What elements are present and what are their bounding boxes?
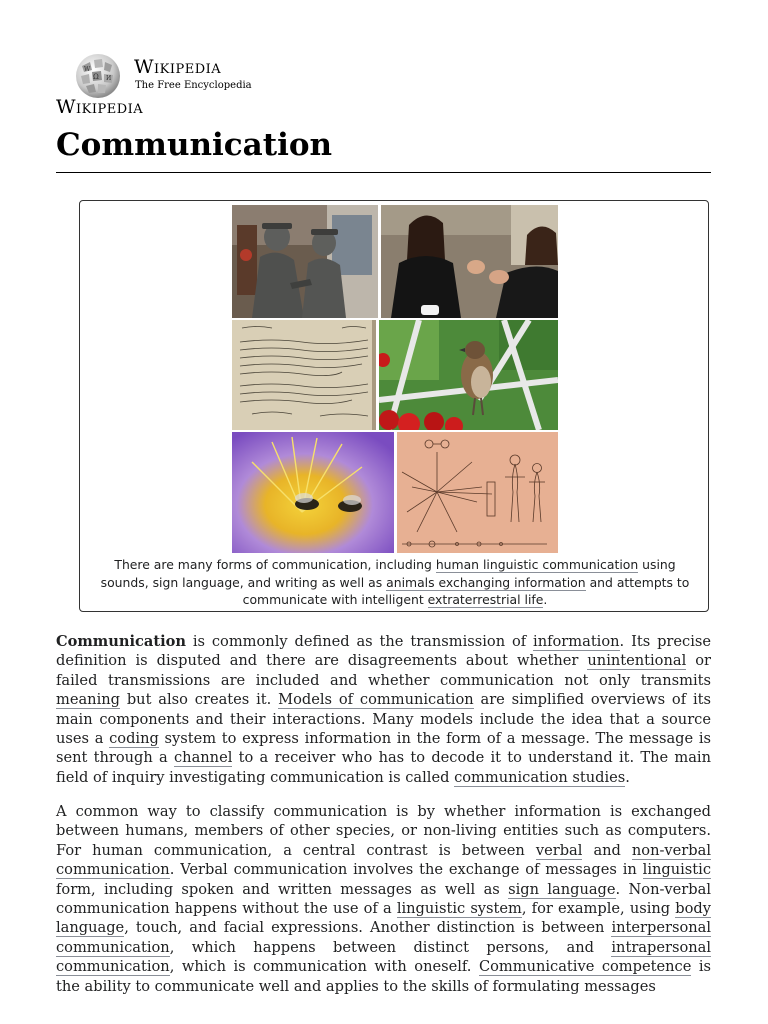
body-text: , which is communication with oneself. bbox=[169, 958, 479, 976]
link-meaning[interactable]: meaning bbox=[56, 691, 120, 709]
link-linguistic-system[interactable]: linguistic system bbox=[396, 900, 522, 918]
svg-text:Ω: Ω bbox=[93, 73, 99, 81]
image-sign-language[interactable] bbox=[381, 205, 558, 318]
logo-wordmark[interactable]: Wikipedia bbox=[134, 56, 222, 78]
svg-text:И: И bbox=[106, 75, 112, 82]
link-information[interactable]: information bbox=[533, 633, 620, 650]
paragraph-intro bbox=[56, 632, 711, 787]
caption-text: using sounds, sign language, and writing as well as bbox=[100, 557, 676, 590]
term-communication: Communication bbox=[56, 633, 186, 650]
link-communicative-competence[interactable]: Communicative competence bbox=[478, 958, 692, 976]
body-text: form, including spoken and written messages as well as bbox=[56, 880, 509, 898]
link-non-verbal-communication[interactable]: non-verbal communication bbox=[56, 841, 711, 879]
infobox-figure bbox=[79, 200, 709, 612]
body-text: A common way to classify communication is by whether information is exchanged between humans, members of other species, or non-living entities such as computers. For human communication, a central contrast is between bbox=[56, 803, 711, 859]
logo-wordmark-secondary[interactable]: Wikipedia bbox=[56, 96, 144, 118]
body-text: . bbox=[625, 768, 630, 786]
body-text: is the ability to communicate well and applies to the skills of formulating messages bbox=[56, 958, 712, 995]
body-text: , which happens between distinct persons, and bbox=[169, 938, 612, 956]
image-pioneer-plaque[interactable] bbox=[397, 432, 558, 553]
link-human-linguistic-communication[interactable]: human linguistic communication bbox=[435, 557, 639, 572]
body-text: but also creates it. bbox=[119, 691, 279, 709]
body-text: , for example, using bbox=[521, 900, 676, 918]
link-models-of-communication[interactable]: Models of communication bbox=[278, 691, 474, 709]
body-text: or failed transmissions are included and whether communication not only transmits bbox=[56, 652, 711, 689]
body-text: and bbox=[582, 841, 632, 859]
paragraph-classification bbox=[56, 802, 711, 996]
body-text: to a receiver who has to decode it to understand it. The main field of inquiry investigating communication is called bbox=[56, 749, 711, 786]
link-unintentional[interactable]: unintentional bbox=[587, 652, 687, 670]
link-animals-exchanging-information[interactable]: animals exchanging information bbox=[386, 574, 586, 590]
page-title: Communication bbox=[56, 124, 711, 173]
link-intrapersonal-communication[interactable]: intrapersonal communication bbox=[56, 938, 711, 976]
link-sign-language[interactable]: sign language bbox=[508, 880, 616, 898]
link-linguistic[interactable]: linguistic bbox=[642, 861, 711, 879]
site-header bbox=[56, 52, 716, 122]
image-bees-on-flower[interactable] bbox=[232, 432, 394, 553]
body-text: are simplified overviews of its main components and their interactions. Many models include the idea that a source uses a bbox=[56, 691, 712, 748]
body-text: . Its precise definition is disputed and there are disagreements about whether bbox=[56, 633, 711, 670]
body-text: . Verbal communication involves the exchange of messages in bbox=[169, 861, 643, 879]
image-handwritten-letter[interactable] bbox=[232, 320, 376, 430]
link-verbal[interactable]: verbal bbox=[535, 841, 583, 859]
caption-text: . bbox=[543, 592, 548, 607]
svg-text:W: W bbox=[84, 66, 91, 73]
body-text: , touch, and facial expressions. Another distinction is between bbox=[124, 919, 612, 937]
wikipedia-globe-icon[interactable] bbox=[72, 52, 124, 100]
body-text: system to express information in the form of a message. The message is sent through a bbox=[56, 730, 711, 767]
link-channel[interactable]: channel bbox=[174, 749, 233, 767]
logo-tagline: The Free Encyclopedia bbox=[135, 80, 252, 91]
body-text: . Non-verbal communication happens without the use of a bbox=[56, 880, 711, 918]
body-text: is commonly defined as the transmission of bbox=[185, 633, 534, 650]
caption-text: and attempts to communicate with intelligent bbox=[242, 574, 690, 607]
figure-caption bbox=[90, 556, 700, 609]
link-extraterrestrial-life[interactable]: extraterrestrial life bbox=[427, 592, 544, 607]
caption-text: There are many forms of communication, including bbox=[114, 557, 436, 572]
link-interpersonal-communication[interactable]: interpersonal communication bbox=[56, 919, 711, 956]
link-coding[interactable]: coding bbox=[109, 730, 159, 748]
image-statue-conversation[interactable] bbox=[232, 205, 378, 318]
image-sparrow[interactable] bbox=[379, 320, 558, 430]
link-body-language[interactable]: body language bbox=[56, 900, 711, 937]
link-communication-studies[interactable]: communication studies bbox=[454, 768, 626, 786]
